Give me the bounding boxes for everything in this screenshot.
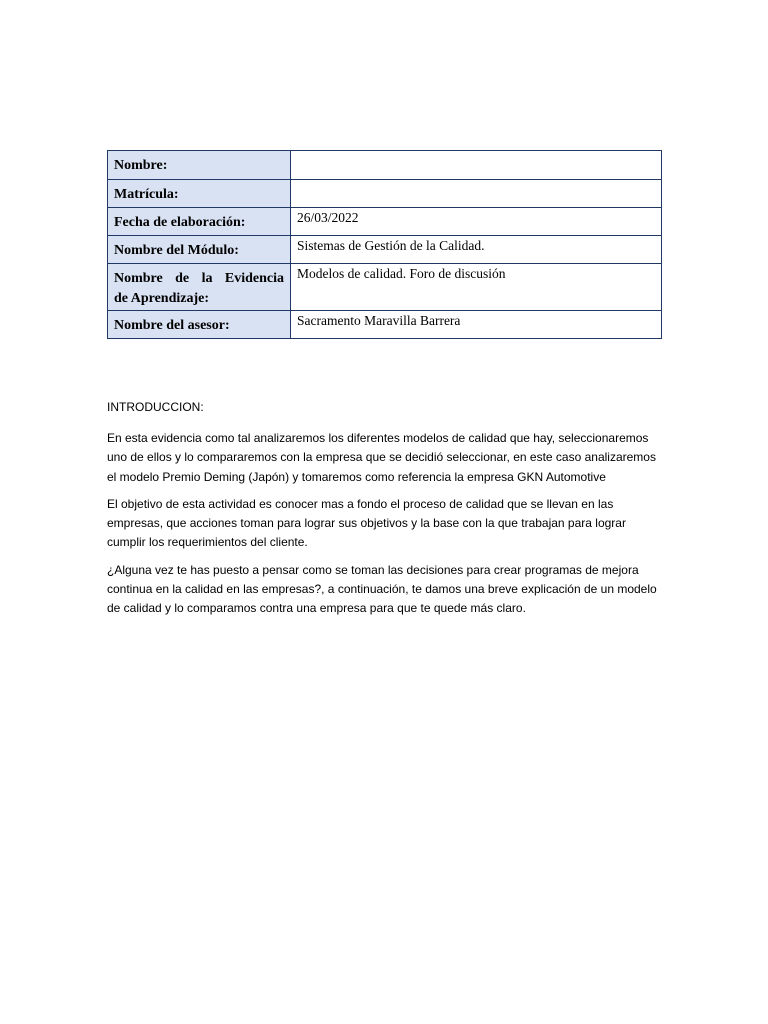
table-row xyxy=(108,311,662,339)
label-evidencia-line2: de Aprendizaje: xyxy=(114,291,210,306)
paragraph-1: En esta evidencia como tal analizaremos los diferentes modelos de calidad que hay, seleccionaremos uno de ellos y lo compararemos con la empresa que se decidió seleccionar, en este caso analizaremos el modelo Premio Deming (Japón) y tomaremos como referencia la empresa GKN Automotive xyxy=(107,431,656,484)
section-heading: INTRODUCCION: xyxy=(107,400,204,414)
value-evidencia: Modelos de calidad. Foro de discusión xyxy=(291,264,662,311)
paragraph-2: El objetivo de esta actividad es conocer mas a fondo el proceso de calidad que se llevan en las empresas, que acciones toman para lograr sus objetivos y la base con la que trabajan para lograr cumplir los requerimientos del cliente. xyxy=(107,496,626,550)
table-row xyxy=(108,236,662,264)
paragraph-3: ¿Alguna vez te has puesto a pensar como se toman las decisiones para crear programas de mejora continua en la calidad en las empresas?, a continuación, te damos una breve explicación de un modelo de calidad y lo comparamos contra una empresa para que te quede más claro. xyxy=(107,562,657,616)
label-nombre: Nombre: xyxy=(108,151,291,180)
label-matricula: Matrícula: xyxy=(108,180,291,208)
table-row xyxy=(108,264,662,311)
label-asesor: Nombre del asesor: xyxy=(108,311,291,339)
value-modulo: Sistemas de Gestión de la Calidad. xyxy=(291,236,662,264)
table-row xyxy=(108,208,662,236)
label-evidencia xyxy=(108,264,291,311)
table-row xyxy=(108,151,662,180)
value-asesor: Sacramento Maravilla Barrera xyxy=(291,311,662,339)
value-nombre xyxy=(291,151,662,180)
label-evidencia-line1: Nombre de la Evidencia xyxy=(114,271,284,286)
label-fecha: Fecha de elaboración: xyxy=(108,208,291,236)
value-fecha: 26/03/2022 xyxy=(291,208,662,236)
student-info-table xyxy=(107,150,662,339)
label-modulo: Nombre del Módulo: xyxy=(108,236,291,264)
table-row xyxy=(108,180,662,208)
value-matricula xyxy=(291,180,662,208)
document-body xyxy=(107,398,663,627)
